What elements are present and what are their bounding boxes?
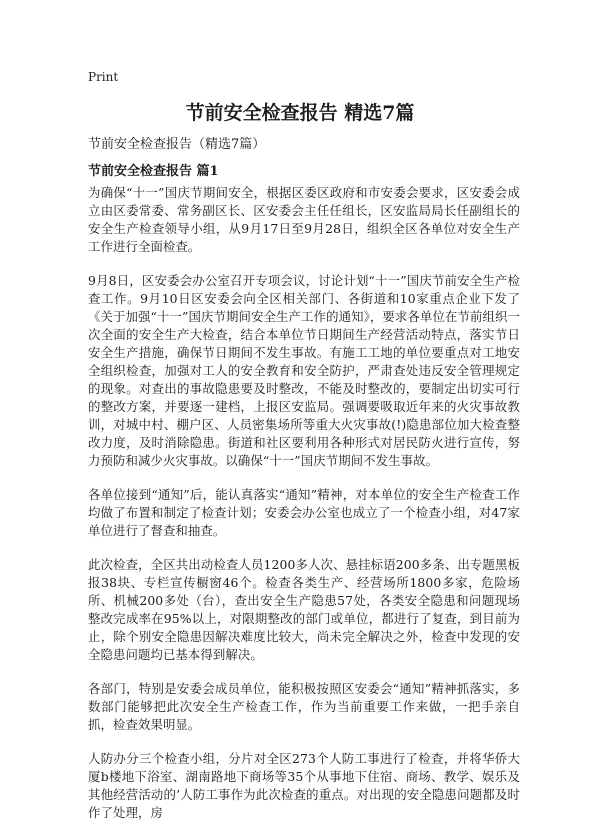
print-link[interactable]: Print — [88, 70, 119, 84]
paragraph-3: 各单位接到“通知”后，能认真落实“通知”精神，对本单位的安全生产检查工作均做了布置和制定了检查计划；安委会办公室也成立了一个检查小组，对47家单位进行了督查和抽查。 — [88, 487, 520, 538]
paragraph-1: 为确保“十一”国庆节期间安全，根据区委区政府和市安委会要求，区安委会成立由区委常委、常务副区长、区安委会主任任组长，区安监局局长任副组长的安全生产检查领导小组，从9月17日至9月28日，组织全区各单位对安全生产工作进行全面检查。 — [88, 185, 520, 254]
paragraph-6: 人防办分三个检查小组，分片对全区273个人防工事进行了检查，并将华侨大厦b楼地下浴室、湖南路地下商场等35个从事地下住宿、商场、教学、娱乐及其他经营活动的’人防工事作为此次检查的重点。对出现的安全隐患问题都及时作了处理，房 — [88, 751, 520, 820]
article-body — [88, 184, 520, 838]
paragraph-2: 9月8日，区安委会办公室召开专项会议，讨论计划“十一”国庆节前安全生产检查工作。9月10日区安委会向全区相关部门、各街道和10家重点企业下发了《关于加强“十一”国庆节期间安全生产工作的通知》，要求各单位在节前组织一次全面的安全生产大检查，结合本单位节日期间生产经营活动特点，落实节日安全生产措施，确保节日期间不发生事故。有施工工地的单位要重点对工地安全组织检查，加强对工人的安全教育和安全防护，严肃查处违反安全管理规定的现象。对查出的事故隐患要及时整改，不能及时整改的，要制定出切实可行的整改方案，并要逐一建档，上报区安监局。强调要吸取近年来的火灾事故教训，对城中村、棚户区、人员密集场所等重大火灾事故(!)隐患部位加大检查整改力度，及时消除隐患。街道和社区要利用各种形式对居民防火进行宣传，努力预防和减少火灾事故。以确保“十一”国庆节期间不发生事故。 — [88, 273, 520, 468]
paragraph-5: 各部门，特别是安委会成员单位，能积极按照区安委会“通知”精神抓落实，多数部门能够把此次安全生产检查工作，作为当前重要工作来做，一把手亲自抓，检查效果明显。 — [88, 681, 520, 732]
section-heading: 节前安全检查报告 篇1 — [88, 164, 219, 179]
page-title: 节前安全检查报告 精选7篇 — [185, 102, 415, 124]
paragraph-4: 此次检查，全区共出动检查人员1200多人次、悬挂标语200多条、出专题黑板报38块、专栏宣传橱窗46个。检查各类生产、经营场所1800多家，危险场所、机械200多处（台），查出安全生产隐患57处，各类安全隐患和问题现场整改完成率在95%以上，对限期整改的部门或单位，都进行了复查，到目前为止，除个别安全隐患因解决难度比较大，尚未完全解决之外，检查中发现的安全隐患问题均已基本得到解决。 — [88, 557, 520, 662]
article-subtitle: 节前安全检查报告（精选7篇） — [88, 137, 266, 152]
